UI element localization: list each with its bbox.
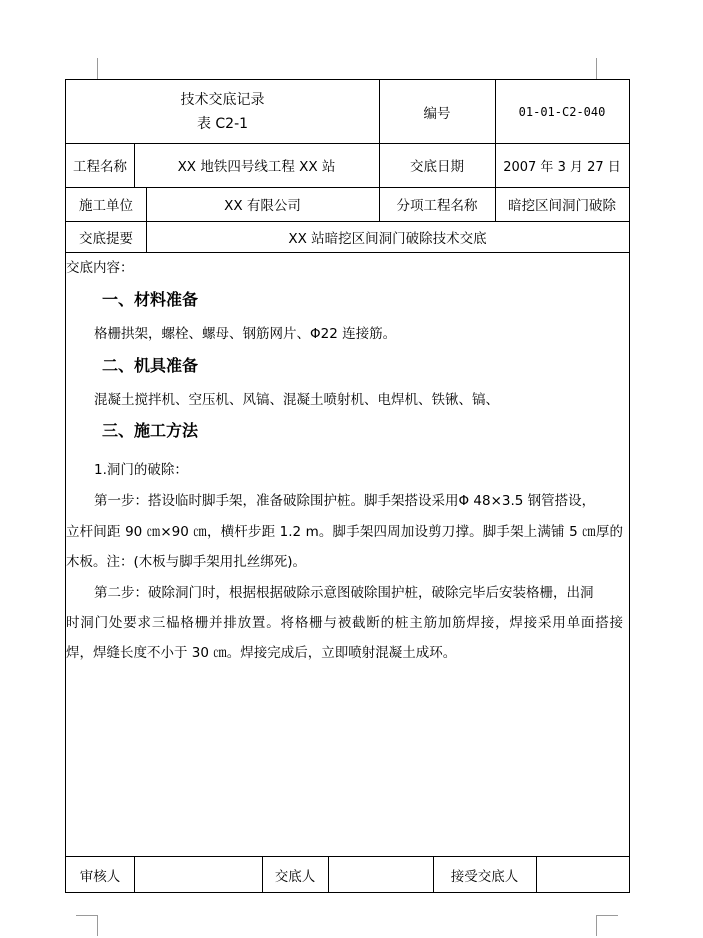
step1-line1: 第一步：搭设临时脚手架，准备破除围护桩。脚手架搭设采用Φ 48×3.5 钢管搭设， — [94, 493, 596, 509]
discloser-label: 交底人 — [274, 868, 316, 885]
construction-unit-value: XX 有限公司 — [224, 198, 301, 214]
disclosure-content — [66, 252, 629, 856]
crop-mark-bottom-right-v — [596, 915, 597, 936]
crop-mark-top-left-v — [97, 58, 98, 79]
disclosure-date-value: 2007 年 3 月 27 日 — [503, 159, 621, 175]
reviewer-label: 审核人 — [79, 868, 121, 885]
form-title: 技术交底记录 — [180, 91, 265, 108]
step1-line3: 木板。注：(木板与脚手架用扎丝绑死)。 — [66, 554, 307, 570]
form-title-cell — [66, 80, 379, 143]
crop-mark-bottom-right-h — [597, 915, 618, 916]
section-equipment-title: 二、机具准备 — [102, 356, 199, 375]
crop-mark-top-right-v — [596, 58, 597, 79]
step2-line1: 第二步：破除洞门时，根据根据破除示意图破除围护桩，破除完毕后安装格栅，出洞 — [94, 585, 594, 601]
crop-mark-bottom-left-v — [97, 915, 98, 936]
number-label: 编号 — [423, 105, 451, 122]
summary-label: 交底提要 — [79, 230, 133, 247]
method-subtitle: 1.洞门的破除： — [94, 462, 188, 478]
form-code: 表 C2-1 — [196, 115, 249, 132]
section-method-title: 三、施工方法 — [102, 421, 199, 440]
discloser-signature[interactable] — [328, 856, 433, 893]
subproject-value: 暗挖区间洞门破除 — [508, 198, 616, 214]
number-value: 01-01-C2-040 — [518, 104, 606, 119]
project-name-value: XX 地铁四号线工程 XX 站 — [177, 159, 336, 175]
step1-line2: 立杆间距 90 ㎝×90 ㎝，横杆步距 1.2 m。脚手架四周加设剪刀撑。脚手架上满铺 5 ㎝厚的 — [66, 524, 623, 540]
receiver-signature[interactable] — [536, 856, 629, 893]
materials-text: 格栅拱架，螺栓、螺母、钢筋网片、Φ22 连接筋。 — [94, 326, 397, 342]
equipment-text: 混凝土搅拌机、空压机、风镐、混凝土喷射机、电焊机、铁锹、镐、 — [94, 392, 499, 408]
subproject-label: 分项工程名称 — [396, 198, 478, 214]
step2-line3: 焊，焊缝长度不小于 30 ㎝。焊接完成后，立即喷射混凝土成环。 — [66, 645, 457, 661]
receiver-label: 接受交底人 — [450, 868, 519, 885]
disclosure-date-label: 交底日期 — [410, 159, 464, 175]
construction-unit-label: 施工单位 — [79, 198, 133, 214]
crop-mark-bottom-left-h — [76, 915, 97, 916]
summary-value: XX 站暗挖区间洞门破除技术交底 — [288, 230, 487, 247]
step2-line2: 时洞门处要求三榀格栅并排放置。将格栅与被截断的桩主筋加筋焊接，焊接采用单面搭接 — [66, 615, 623, 631]
content-intro: 交底内容： — [66, 260, 134, 276]
reviewer-signature[interactable] — [134, 856, 262, 893]
section-materials-title: 一、材料准备 — [102, 290, 199, 309]
disclosure-record-form — [65, 79, 630, 893]
project-name-label: 工程名称 — [73, 159, 127, 175]
